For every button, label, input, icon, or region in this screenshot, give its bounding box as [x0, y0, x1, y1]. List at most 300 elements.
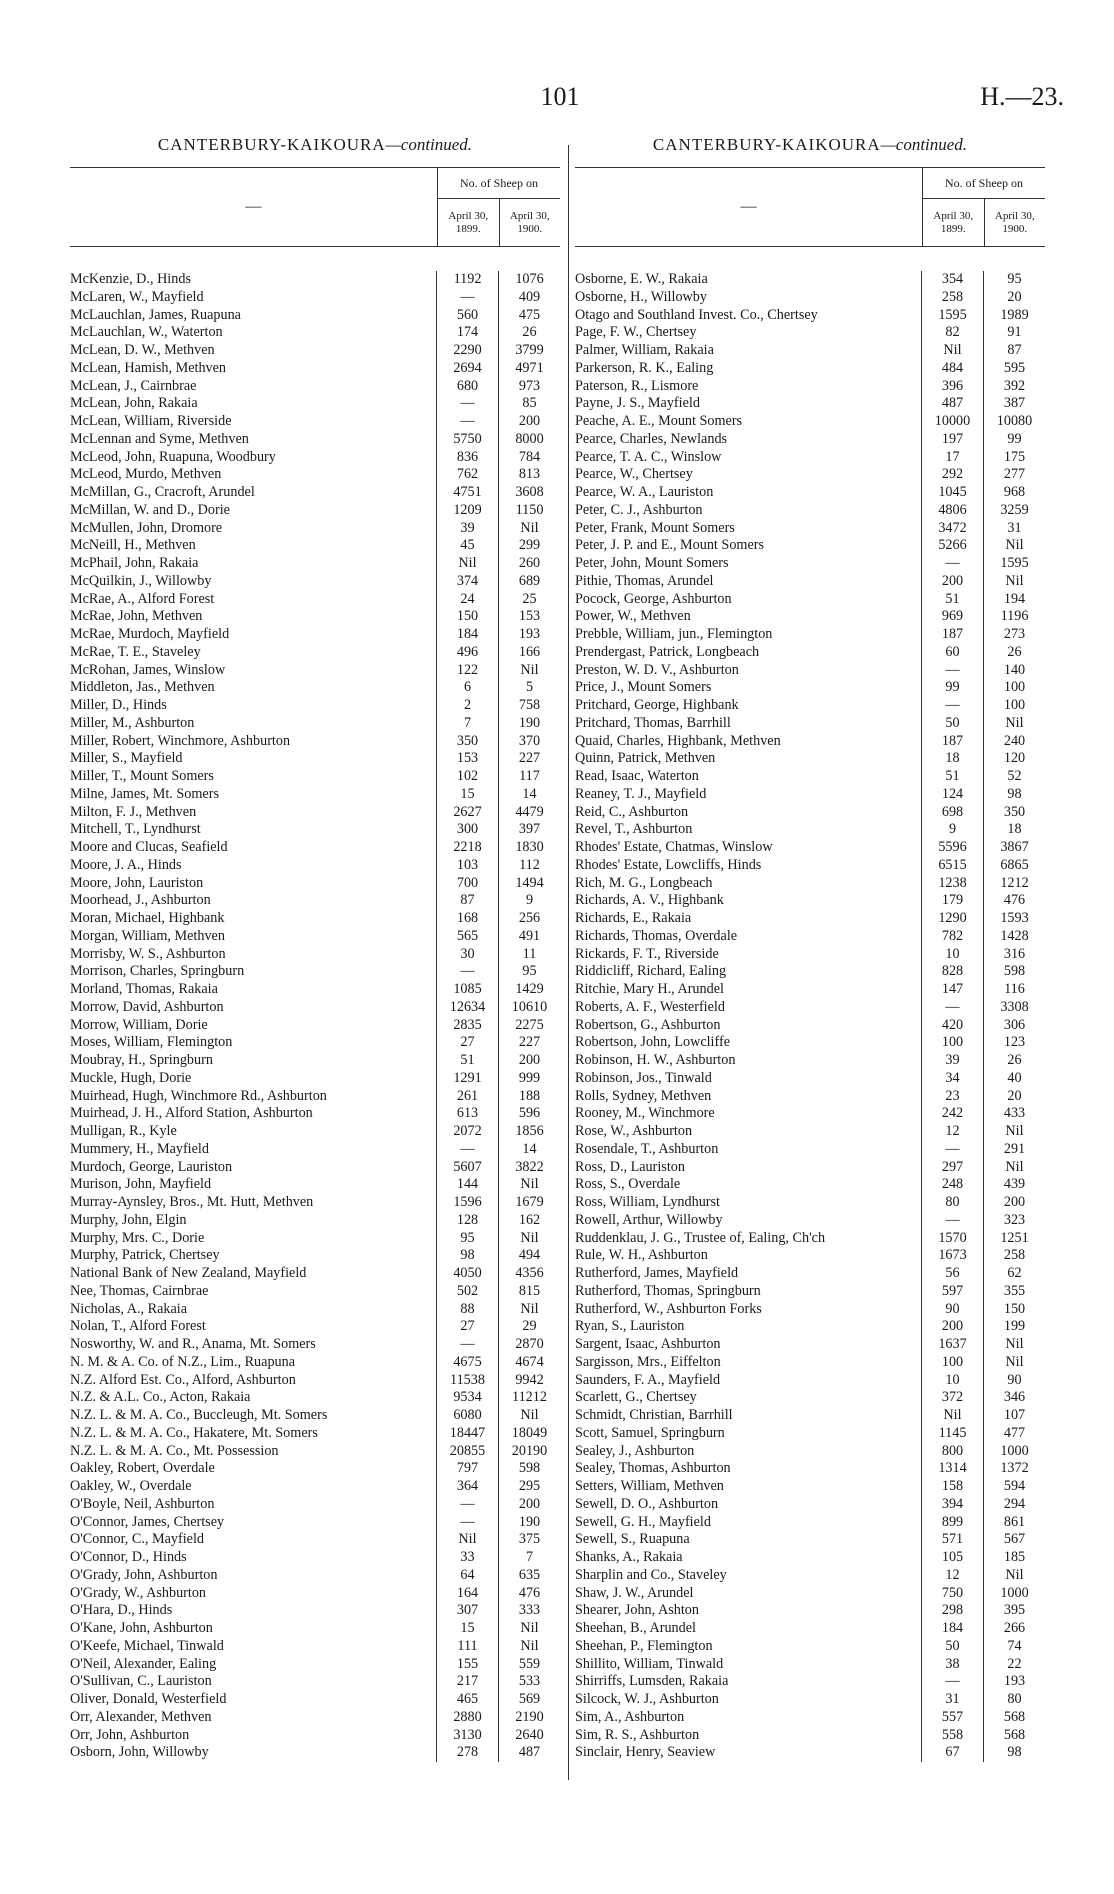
owner-name: Ross, William, Lyndhurst [575, 1194, 720, 1210]
sheep-1900: 596 [498, 1105, 560, 1123]
sheep-1899: 39 [436, 520, 498, 538]
sheep-1899: 350 [436, 733, 498, 751]
sheep-1899: 1314 [921, 1460, 983, 1478]
owner-name: Moorhead, J., Ashburton [70, 892, 211, 909]
sheep-1899: 2072 [436, 1123, 498, 1141]
owner-name: Reaney, T. J., Mayfield [575, 785, 707, 802]
owner-name: McLaren, W., Mayfield [70, 288, 204, 305]
sheep-1900: 968 [983, 484, 1045, 502]
sheep-1900: 185 [983, 1549, 1045, 1567]
table-row [575, 697, 1045, 715]
sheep-1899: 698 [921, 804, 983, 822]
table-row [70, 1017, 560, 1035]
owner-name: Oakley, W., Overdale [70, 1478, 192, 1494]
table-row [70, 1230, 560, 1248]
table-row [575, 1620, 1045, 1638]
sheep-1900: 18049 [498, 1425, 560, 1443]
table-row [70, 608, 560, 626]
sheep-1900: 11212 [498, 1389, 560, 1407]
sheep-1899: 2627 [436, 804, 498, 822]
owner-name: Pearce, W. A., Lauriston [575, 484, 714, 500]
sheep-1900: Nil [498, 1301, 560, 1319]
sheep-1900: 26 [983, 644, 1045, 662]
table-body [70, 271, 560, 1762]
sheep-1900: 140 [983, 662, 1045, 680]
owner-name: Richards, A. V., Highbank [575, 892, 724, 909]
owner-name: O'Sullivan, C., Lauriston [70, 1673, 212, 1690]
sheep-1900: Nil [498, 662, 560, 680]
sheep-1899: 124 [921, 786, 983, 804]
table-row [70, 1638, 560, 1656]
table-row [70, 1034, 560, 1052]
sheep-1900: 595 [983, 360, 1045, 378]
sheep-1900: 273 [983, 626, 1045, 644]
sheep-1900: 193 [498, 626, 560, 644]
sheep-1899: 158 [921, 1478, 983, 1496]
sheep-1900: 1429 [498, 981, 560, 999]
sheep-1900: 85 [498, 395, 560, 413]
sheep-1899: 1291 [436, 1070, 498, 1088]
table-row [70, 1052, 560, 1070]
sheep-1900: 95 [498, 963, 560, 981]
sheep-1899: 1673 [921, 1247, 983, 1265]
sheep-1899: 2 [436, 697, 498, 715]
sheep-1900: 190 [498, 1514, 560, 1532]
owner-name: Muirhead, Hugh, Winchmore Rd., Ashburton [70, 1087, 327, 1104]
table-row [70, 395, 560, 413]
table-row [575, 1354, 1045, 1372]
table-row [70, 1176, 560, 1194]
table-row [575, 1656, 1045, 1674]
column-title-suffix: —continued. [880, 135, 968, 154]
sheep-1899: 242 [921, 1105, 983, 1123]
sheep-1900: 598 [498, 1460, 560, 1478]
sheep-1900: 10610 [498, 999, 560, 1017]
sheep-1900: Nil [983, 573, 1045, 591]
document-reference: H.—23. [980, 82, 1064, 111]
sheep-1900: 22 [983, 1656, 1045, 1674]
sheep-1900: 20 [983, 1088, 1045, 1106]
sheep-1900: 1428 [983, 928, 1045, 946]
table-row [70, 1265, 560, 1283]
table-row [70, 1443, 560, 1461]
owner-name: Shanks, A., Rakaia [575, 1549, 683, 1565]
table-row [70, 1549, 560, 1567]
table-row [575, 431, 1045, 449]
owner-name: McRae, John, Methven [70, 608, 203, 625]
sheep-1899: 1192 [436, 271, 498, 289]
table-row [70, 697, 560, 715]
table-row [575, 342, 1045, 360]
owner-name: McLeod, John, Ruapuna, Woodbury [70, 448, 276, 465]
table-row [575, 626, 1045, 644]
owner-name: Sealey, J., Ashburton [575, 1442, 695, 1459]
table-row [575, 1194, 1045, 1212]
sheep-1899: — [921, 662, 983, 680]
sheep-1900: 3259 [983, 502, 1045, 520]
year-1899-header: April 30, 1899. [933, 209, 974, 235]
owner-name: Murison, John, Mayfield [70, 1176, 212, 1193]
owner-name: Richards, E., Rakaia [575, 910, 692, 926]
table-row [70, 963, 560, 981]
table-row [70, 342, 560, 360]
table-row [70, 378, 560, 396]
table-row [575, 395, 1045, 413]
sheep-1900: 190 [498, 715, 560, 733]
column-title-main: CANTERBURY-KAIKOURA [157, 135, 386, 154]
sheep-1900: 20190 [498, 1443, 560, 1461]
owner-name: Orr, Alexander, Methven [70, 1708, 212, 1725]
table-row [575, 981, 1045, 999]
owner-name: McPhail, John, Rakaia [70, 555, 199, 571]
owner-name: Sewell, G. H., Mayfield [575, 1513, 711, 1530]
table-row [575, 608, 1045, 626]
owner-name: Murphy, Patrick, Chertsey [70, 1247, 220, 1264]
sheep-1899: 33 [436, 1549, 498, 1567]
sheep-1899: 9534 [436, 1389, 498, 1407]
sheep-1899: — [921, 1673, 983, 1691]
owner-name: Sargisson, Mrs., Eiffelton [575, 1353, 721, 1370]
column-title-main: CANTERBURY-KAIKOURA [652, 135, 881, 154]
sheep-1900: 758 [498, 697, 560, 715]
table-row [70, 520, 560, 538]
sheep-1900: 594 [983, 1478, 1045, 1496]
sheep-1900: 439 [983, 1176, 1045, 1194]
owner-name: Sheehan, B., Arundel [575, 1620, 696, 1636]
sheep-1900: 1593 [983, 910, 1045, 928]
column-divider [568, 145, 569, 1780]
owner-name: McLean, J., Cairnbrae [70, 377, 197, 394]
table-row [575, 1549, 1045, 1567]
sheep-1900: Nil [498, 1230, 560, 1248]
owner-name: Quinn, Patrick, Methven [575, 750, 716, 767]
year-1900-header: April 30, 1900. [984, 199, 1046, 246]
owner-name: McQuilkin, J., Willowby [70, 572, 212, 589]
sheep-1899: 5266 [921, 537, 983, 555]
owner-name: McLauchlan, W., Waterton [70, 324, 223, 341]
owner-name: Prebble, William, jun., Flemington [575, 626, 773, 642]
sheep-1899: 174 [436, 324, 498, 342]
sheep-1900: 409 [498, 289, 560, 307]
sheep-1900: 494 [498, 1247, 560, 1265]
owner-name: Morgan, William, Methven [70, 927, 225, 944]
owner-name: Scott, Samuel, Springburn [575, 1424, 725, 1441]
table-row [575, 324, 1045, 342]
table-row [70, 1354, 560, 1372]
sheep-1900: 392 [983, 378, 1045, 396]
sheep-1900: 4971 [498, 360, 560, 378]
table-row [575, 537, 1045, 555]
table-row [575, 449, 1045, 467]
sheep-1900: 569 [498, 1691, 560, 1709]
sheep-1899: 7 [436, 715, 498, 733]
owner-name: Parkerson, R. K., Ealing [575, 359, 714, 376]
sheep-1899: 17 [921, 449, 983, 467]
sheep-1899: 6 [436, 679, 498, 697]
owner-name: Middleton, Jas., Methven [70, 679, 215, 696]
table-row [575, 1034, 1045, 1052]
sheep-1899: 184 [921, 1620, 983, 1638]
owner-name: O'Connor, James, Chertsey [70, 1513, 225, 1530]
table-row [575, 466, 1045, 484]
owner-name: National Bank of New Zealand, Mayfield [70, 1265, 307, 1281]
owner-name: Rose, W., Ashburton [575, 1123, 693, 1139]
sheep-1900: 74 [983, 1638, 1045, 1656]
sheep-1900: 4356 [498, 1265, 560, 1283]
sheep-1900: Nil [983, 1567, 1045, 1585]
sheep-1899: 597 [921, 1283, 983, 1301]
table-row [70, 1318, 560, 1336]
owner-name: McLean, John, Rakaia [70, 395, 198, 412]
sheep-1899: 487 [921, 395, 983, 413]
owner-name: Robertson, John, Lowcliffe [575, 1034, 730, 1051]
table-row [575, 1017, 1045, 1035]
owner-name: Miller, S., Mayfield [70, 750, 183, 767]
owner-name: O'Connor, D., Hinds [70, 1549, 187, 1565]
sheep-1900: 98 [983, 786, 1045, 804]
owner-name: Murray-Aynsley, Bros., Mt. Hutt, Methven [70, 1194, 314, 1210]
sheep-1900: 200 [983, 1194, 1045, 1212]
sheep-1899: 1209 [436, 502, 498, 520]
table-row [70, 857, 560, 875]
owner-name: Schmidt, Christian, Barrhill [575, 1407, 733, 1423]
sheep-1900: 1595 [983, 555, 1045, 573]
table-row [70, 1567, 560, 1585]
table-row [70, 1709, 560, 1727]
sheep-1900: 194 [983, 591, 1045, 609]
sheep-1899: 45 [436, 537, 498, 555]
table-row [575, 715, 1045, 733]
table-row [70, 821, 560, 839]
sheep-1900: 295 [498, 1478, 560, 1496]
sheep-1899: — [436, 1141, 498, 1159]
sheep-1899: Nil [436, 555, 498, 573]
owner-name: Oliver, Donald, Westerfield [70, 1691, 227, 1707]
table-row [70, 1585, 560, 1603]
sheep-1900: 116 [983, 981, 1045, 999]
owner-name: Payne, J. S., Mayfield [575, 395, 700, 412]
sheep-1899: 278 [436, 1744, 498, 1762]
table-row [70, 1620, 560, 1638]
sheep-1899: 10 [921, 946, 983, 964]
owner-name: Sharplin and Co., Staveley [575, 1566, 727, 1583]
sheep-1899: 15 [436, 1620, 498, 1638]
sheep-1900: 258 [983, 1247, 1045, 1265]
owner-name: Nee, Thomas, Cairnbrae [70, 1282, 209, 1299]
sheep-1899: 828 [921, 963, 983, 981]
table-row [575, 573, 1045, 591]
owner-name: Muckle, Hugh, Dorie [70, 1069, 192, 1086]
sheep-1899: 1085 [436, 981, 498, 999]
sheep-1899: 102 [436, 768, 498, 786]
sheep-1899: 122 [436, 662, 498, 680]
sheep-count-header [437, 168, 560, 246]
table-row [575, 910, 1045, 928]
sheep-1899: 18 [921, 750, 983, 768]
owner-name: Rutherford, James, Mayfield [575, 1265, 739, 1281]
sheep-1899: 51 [921, 591, 983, 609]
sheep-1899: 258 [921, 289, 983, 307]
sheep-1900: 62 [983, 1265, 1045, 1283]
sheep-1899: 27 [436, 1034, 498, 1052]
sheep-1899: 364 [436, 1478, 498, 1496]
sheep-1899: 5607 [436, 1159, 498, 1177]
owner-name: Pritchard, Thomas, Barrhill [575, 714, 731, 731]
owner-name: Sim, A., Ashburton [575, 1708, 685, 1725]
table-row [70, 750, 560, 768]
sheep-1900: Nil [983, 1123, 1045, 1141]
owner-name: N.Z. Alford Est. Co., Alford, Ashburton [70, 1371, 296, 1388]
owner-name: Orr, John, Ashburton [70, 1726, 190, 1743]
owner-name: Reid, C., Ashburton [575, 803, 689, 820]
sheep-1899: 50 [921, 1638, 983, 1656]
table-row [70, 1425, 560, 1443]
owner-name: Read, Isaac, Waterton [575, 768, 699, 784]
owner-name: Osborne, H., Willowby [575, 288, 707, 305]
table-row [70, 591, 560, 609]
owner-name: Sealey, Thomas, Ashburton [575, 1460, 731, 1477]
table-row [70, 360, 560, 378]
owner-name: Saunders, F. A., Mayfield [575, 1371, 721, 1388]
owner-name: O'Grady, John, Ashburton [70, 1566, 218, 1583]
sheep-1899: 31 [921, 1691, 983, 1709]
sheep-1899: 90 [921, 1301, 983, 1319]
sheep-1899: 155 [436, 1656, 498, 1674]
owner-name: Page, F. W., Chertsey [575, 324, 697, 341]
sheep-1900: 475 [498, 307, 560, 325]
table-row [575, 1247, 1045, 1265]
sheep-1900: 635 [498, 1567, 560, 1585]
sheep-1899: 99 [921, 679, 983, 697]
table-row [575, 875, 1045, 893]
sheep-1899: 10 [921, 1372, 983, 1390]
table-row [575, 289, 1045, 307]
table-row [70, 324, 560, 342]
sheep-1900: 1000 [983, 1585, 1045, 1603]
owner-name: N. M. & A. Co. of N.Z., Lim., Ruapuna [70, 1353, 296, 1370]
table-row [575, 1443, 1045, 1461]
owner-name: Sinclair, Henry, Seaview [575, 1744, 716, 1761]
table-row [70, 573, 560, 591]
owner-name: Pritchard, George, Highbank [575, 697, 739, 713]
owner-name: Oakley, Robert, Overdale [70, 1460, 215, 1477]
table-row [575, 1567, 1045, 1585]
owner-name: Shillito, William, Tinwald [575, 1655, 724, 1672]
sheep-1900: 433 [983, 1105, 1045, 1123]
owner-name: Sargent, Isaac, Ashburton [575, 1336, 721, 1352]
sheep-1900: 25 [498, 591, 560, 609]
sheep-1900: 306 [983, 1017, 1045, 1035]
name-column-header: — [245, 198, 262, 215]
sheep-1899: 23 [921, 1088, 983, 1106]
table-row [575, 1265, 1045, 1283]
sheep-1900: 11 [498, 946, 560, 964]
sheep-1899: Nil [921, 342, 983, 360]
sheep-1900: 1989 [983, 307, 1045, 325]
sheep-1900: 333 [498, 1602, 560, 1620]
sheep-1899: 5596 [921, 839, 983, 857]
sheep-1900: 487 [498, 1744, 560, 1762]
owner-name: O'Boyle, Neil, Ashburton [70, 1495, 215, 1512]
sheep-1900: 8000 [498, 431, 560, 449]
sheep-1900: 1251 [983, 1230, 1045, 1248]
sheep-1900: 29 [498, 1318, 560, 1336]
table-row [575, 1230, 1045, 1248]
table-row [70, 910, 560, 928]
table-row [70, 1407, 560, 1425]
owner-name: Rickards, F. T., Riverside [575, 945, 719, 962]
table-row [70, 839, 560, 857]
table-row [575, 1709, 1045, 1727]
sheep-1900: Nil [498, 1176, 560, 1194]
table-row [575, 1283, 1045, 1301]
table-row [575, 307, 1045, 325]
owner-name: Nicholas, A., Rakaia [70, 1300, 188, 1317]
table-row [70, 466, 560, 484]
sheep-1900: 861 [983, 1514, 1045, 1532]
table-row [575, 1673, 1045, 1691]
sheep-1900: Nil [983, 537, 1045, 555]
owner-name: Sheehan, P., Flemington [575, 1637, 713, 1654]
sheep-1899: 50 [921, 715, 983, 733]
table-row [70, 502, 560, 520]
table-row [70, 1389, 560, 1407]
sheep-1899: 82 [921, 324, 983, 342]
sheep-1899: 261 [436, 1088, 498, 1106]
sheep-1900: 4674 [498, 1354, 560, 1372]
owner-name: Shaw, J. W., Arundel [575, 1584, 694, 1601]
sheep-1899: 100 [921, 1034, 983, 1052]
sheep-1900: 3799 [498, 342, 560, 360]
sheep-1899: 800 [921, 1443, 983, 1461]
sheep-1900: 999 [498, 1070, 560, 1088]
sheep-1900: 316 [983, 946, 1045, 964]
table-row [70, 289, 560, 307]
sheep-1900: 294 [983, 1496, 1045, 1514]
owner-name: N.Z. & A.L. Co., Acton, Rakaia [70, 1389, 251, 1406]
sheep-1899: 6080 [436, 1407, 498, 1425]
sheep-1900: 2275 [498, 1017, 560, 1035]
sheep-1900: 95 [983, 271, 1045, 289]
sheep-1899: 88 [436, 1301, 498, 1319]
sheep-1899: — [921, 1212, 983, 1230]
table-row [70, 537, 560, 555]
sheep-1900: 26 [983, 1052, 1045, 1070]
owner-name: N.Z. L. & M. A. Co., Hakatere, Mt. Somers [70, 1424, 318, 1441]
sheep-1899: 484 [921, 360, 983, 378]
sheep-1899: 1145 [921, 1425, 983, 1443]
sheep-1899: 56 [921, 1265, 983, 1283]
sheep-1899: 571 [921, 1531, 983, 1549]
column-title [575, 135, 1045, 161]
sheep-1899: 179 [921, 892, 983, 910]
owner-name: McRae, A., Alford Forest [70, 590, 215, 607]
owner-name: McRohan, James, Winslow [70, 661, 226, 678]
sheep-1899: 1045 [921, 484, 983, 502]
sheep-1899: — [921, 1141, 983, 1159]
owner-name: Rolls, Sydney, Methven [575, 1087, 712, 1104]
sheep-1900: 2640 [498, 1727, 560, 1745]
table-row [575, 1141, 1045, 1159]
table-row [70, 1194, 560, 1212]
table-row [575, 1478, 1045, 1496]
sheep-1899: 80 [921, 1194, 983, 1212]
sheep-1900: 3822 [498, 1159, 560, 1177]
sheep-1900: 973 [498, 378, 560, 396]
owner-name: Price, J., Mount Somers [575, 679, 712, 696]
sheep-1899: 1238 [921, 875, 983, 893]
owner-name: Pithie, Thomas, Arundel [575, 572, 714, 589]
